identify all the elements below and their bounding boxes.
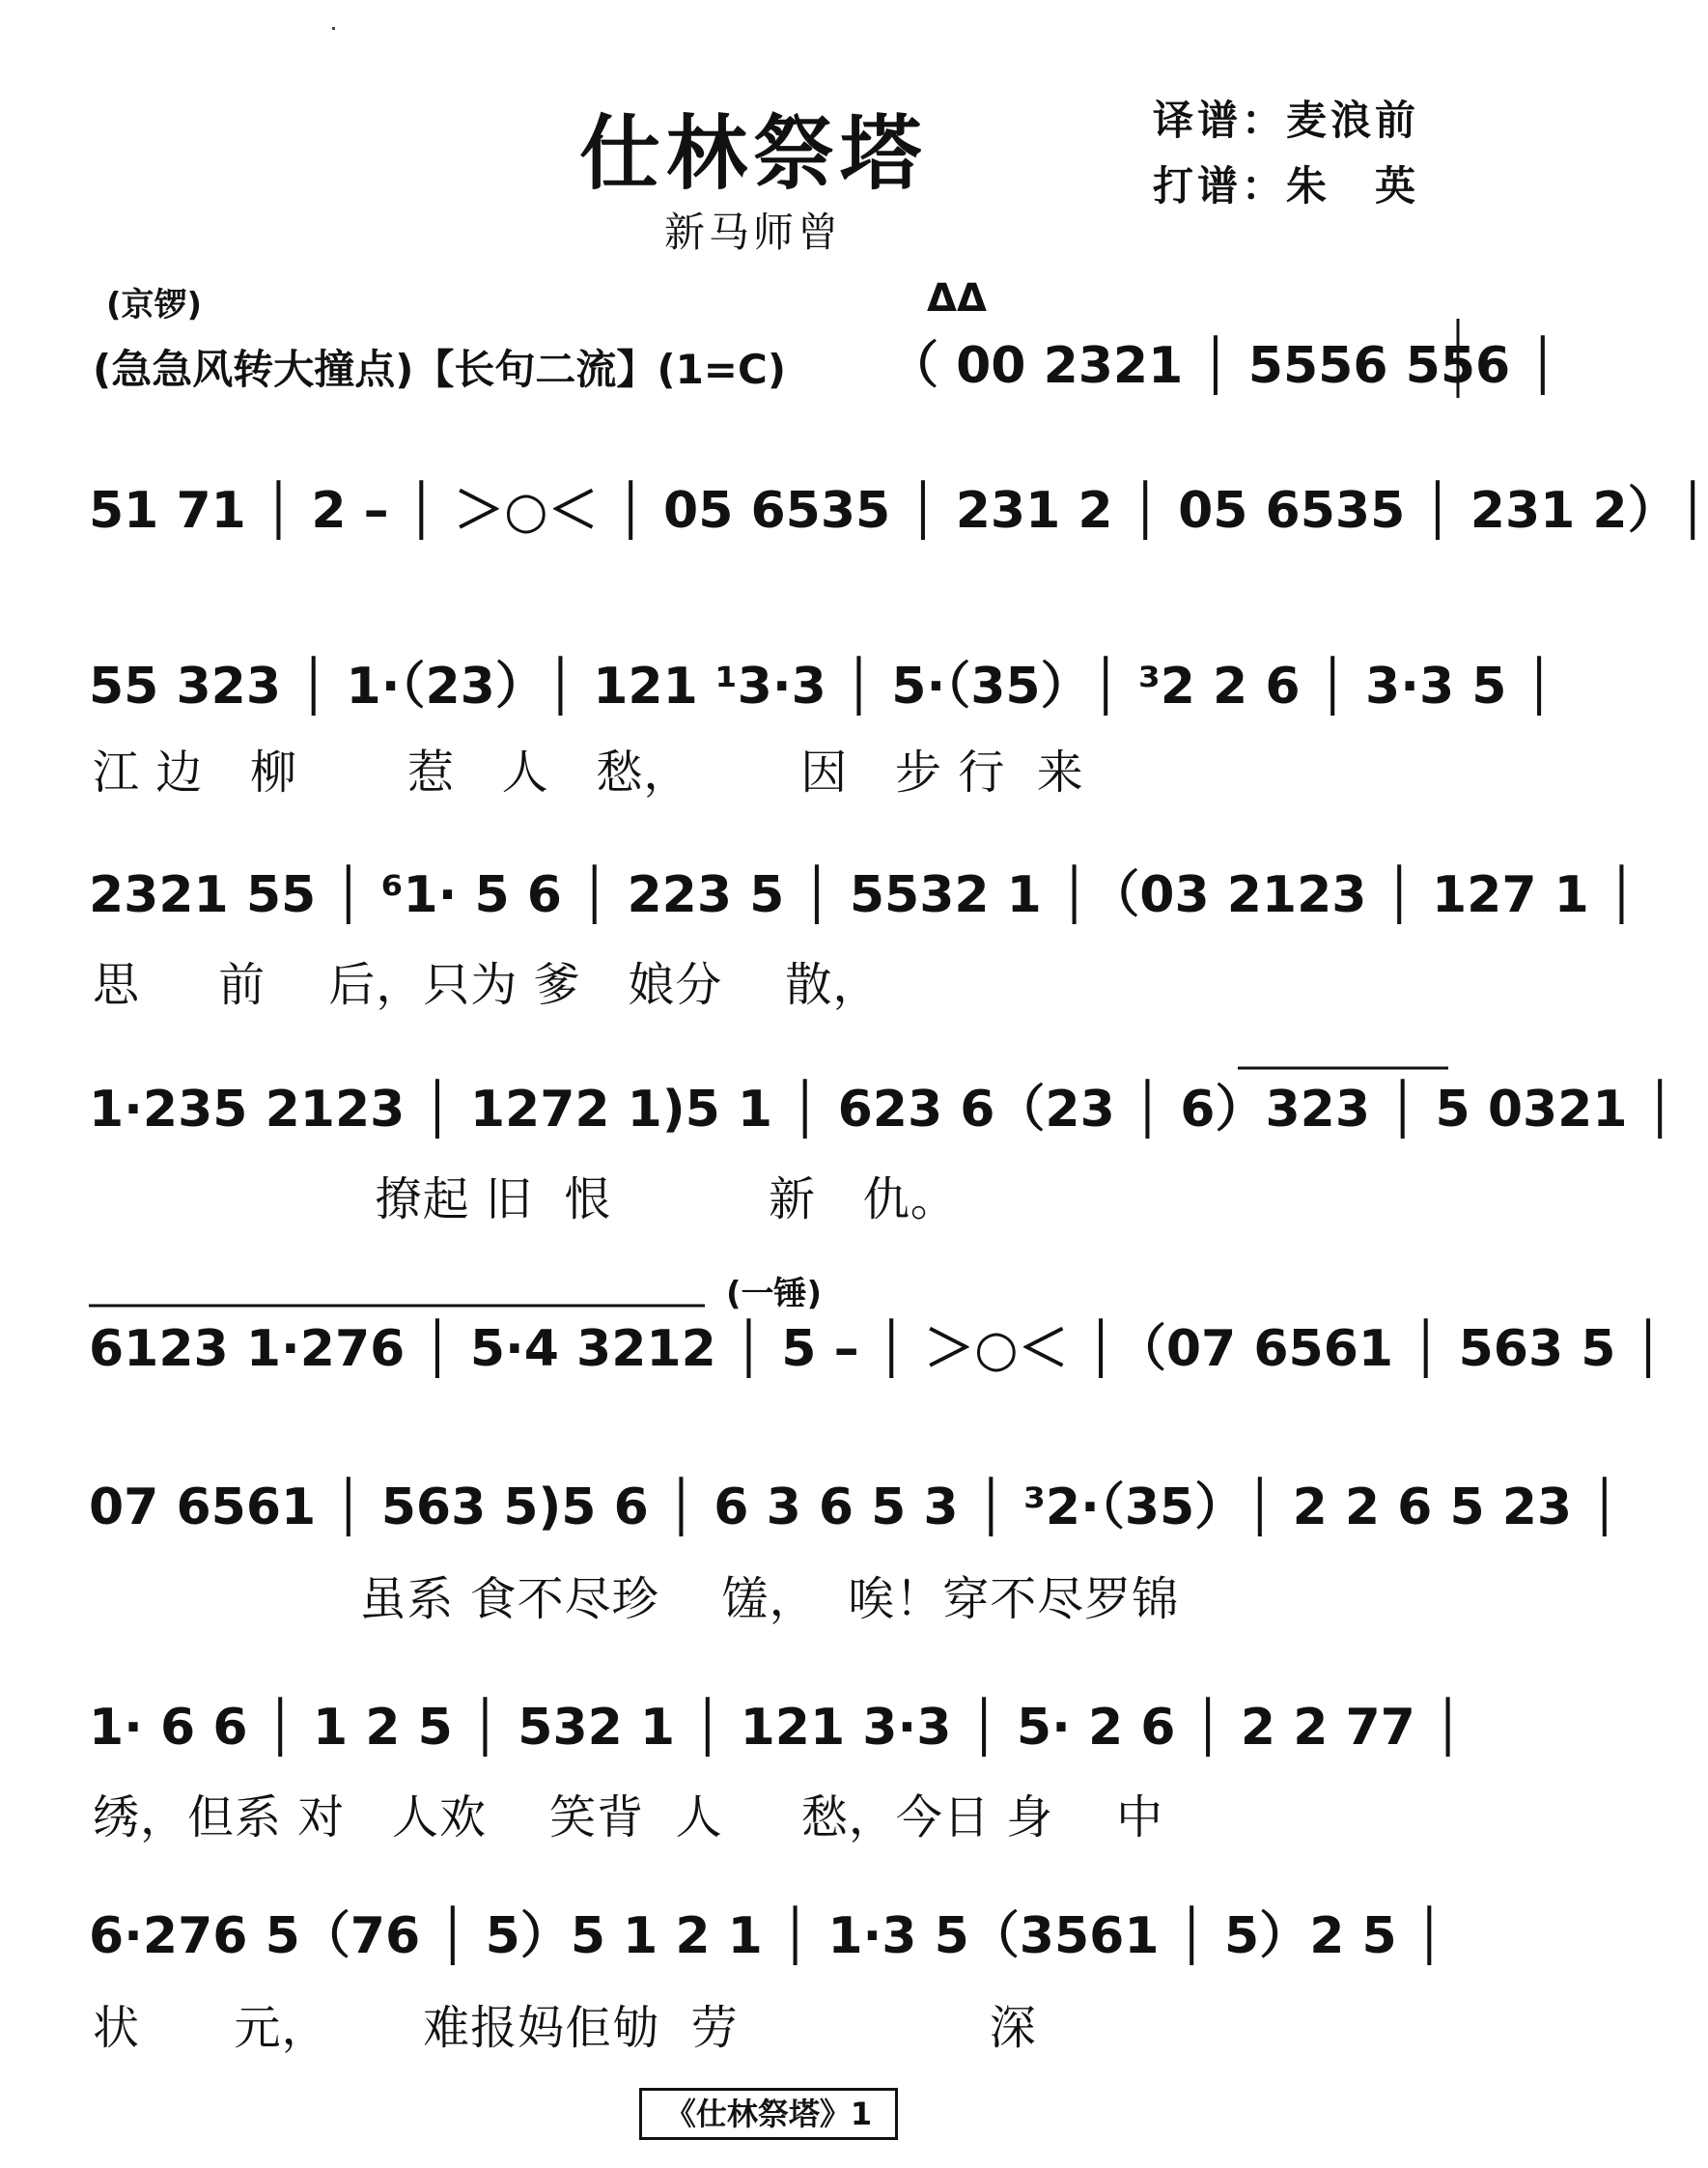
music-line-6: 6123 1·276 │ 5·4 3212 │ 5 – │ ＞○＜ │（07 6561 │ 563 5 │ (89, 1320, 1664, 1378)
music-line-9: 6·276 5（76 │ 5）5 1 2 1 │ 1·3 5（3561 │ 5）2 5 │ (89, 1907, 1445, 1965)
lyric-line-3: 江 边 柳 惹 人 愁， 因 步 行 来 (93, 746, 1084, 800)
lyric-line-7: 虽系 食不尽珍 馐， 唉！穿不尽罗锦 (93, 1572, 1180, 1626)
page-footer-label: 《仕林祭塔》1 (639, 2088, 898, 2140)
music-line-3: 55 323 │ 1·（23）│ 121 ¹3·3 │ 5·（35）│ ³2 2 6 │ 3·3 5 │ (89, 658, 1554, 716)
intro-instruction: (急急风转大撞点)【长句二流】(1=C) (93, 346, 787, 393)
singer-name: 新马师曾 (664, 209, 843, 256)
translator-credit: 译谱：麦浪前 (1153, 97, 1420, 144)
lyric-line-9: 状 元， 难报妈佢劬 劳 深 (93, 2001, 1037, 2055)
music-line-1: （ 00 2321 │ 5556 556 │ (888, 337, 1558, 395)
music-line-2: 51 71 │ 2 – │ ＞○＜ │ 05 6535 │ 231 2 │ 05 6535 │ 231 2）│ (89, 482, 1708, 540)
lyric-line-8: 绣，但系 对 人欢 笑背 人 愁，今日 身 中 (93, 1790, 1164, 1844)
music-line-8: 1· 6 6 │ 1 2 5 │ 532 1 │ 121 3·3 │ 5· 2 6 │ 2 2 77 │ (89, 1699, 1464, 1757)
percussion-label: (京锣) (106, 286, 203, 324)
typesetter-credit: 打谱：朱 英 (1153, 162, 1420, 210)
lyric-line-5: 撩起 旧 恨 新 仇。 (93, 1172, 958, 1226)
percussion-mark-yichui: (一锤) (726, 1275, 823, 1313)
page-title: 仕林祭塔 (579, 105, 928, 201)
accent-marks: ΔΔ (927, 276, 987, 321)
lyric-line-4: 思 前 后，只为 爹 娘分 散， (93, 958, 881, 1012)
music-line-7: 07 6561 │ 563 5)5 6 │ 6 3 6 5 3 │ ³2·（35）│ 2 2 6 5 23 │ (89, 1478, 1620, 1536)
music-line-5: 1·235 2123 │ 1272 1)5 1 │ 623 6（23 │ 6）323 │ 5 0321 │ (89, 1081, 1675, 1139)
music-line-4: 2321 55 │ ⁶1· 5 6 │ 223 5 │ 5532 1 │（03 2123 │ 127 1 │ (89, 866, 1638, 924)
